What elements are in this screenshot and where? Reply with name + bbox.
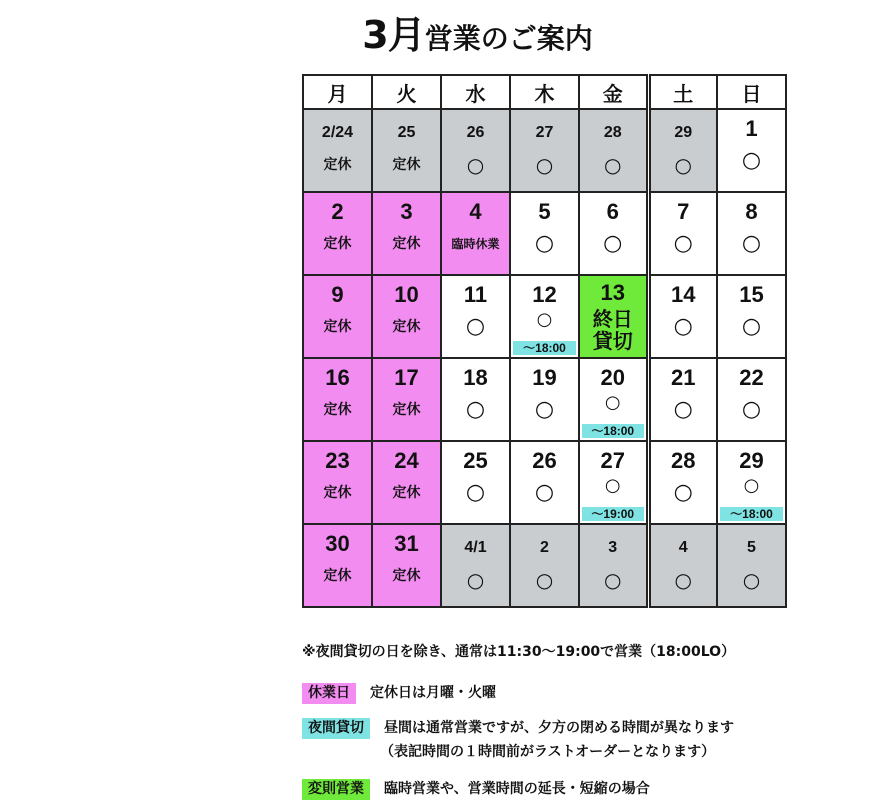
- closing-time-note: ～18:00: [513, 341, 576, 355]
- day-status: ○: [604, 153, 622, 177]
- day-number: 4/1: [464, 539, 487, 556]
- day-number: 5: [747, 539, 756, 556]
- day-number: 28: [603, 124, 622, 141]
- day-status: ○: [604, 568, 622, 592]
- day-number: 11: [463, 282, 488, 307]
- day-status: ○: [673, 480, 693, 505]
- week-row: [303, 524, 786, 607]
- day-cell: [510, 109, 579, 192]
- day-number: 4: [678, 539, 688, 556]
- day-number: 18: [463, 365, 488, 390]
- day-cell: [441, 109, 510, 192]
- week-row: [303, 192, 786, 275]
- page-title: [0, 4, 885, 59]
- week-row: [303, 441, 786, 524]
- day-status: ○: [673, 231, 693, 256]
- weekday-header-row: [303, 75, 786, 109]
- day-cell: [303, 109, 372, 192]
- day-status: 臨時休業: [451, 237, 500, 251]
- day-cell: [717, 109, 786, 192]
- legend-night-text: 昼間は通常営業ですが、夕方の閉める時間が異なります: [384, 720, 734, 736]
- calendar-table: [302, 74, 787, 608]
- day-cell: [510, 275, 579, 358]
- day-cell: [372, 441, 441, 524]
- legend-night-subtext: （表記時間の１時間前がラストオーダーとなります）: [380, 744, 716, 760]
- day-cell: [441, 358, 510, 441]
- day-cell: [579, 109, 648, 192]
- day-status: 定休: [323, 485, 352, 501]
- closing-time-note: ～18:00: [582, 424, 644, 438]
- legend-closed-text: 定休日は月曜・火曜: [370, 685, 496, 701]
- day-number: 25: [397, 124, 416, 141]
- day-cell: [372, 358, 441, 441]
- weekday-thu: 木: [510, 75, 579, 109]
- day-number: 4: [469, 199, 482, 224]
- day-status: ○: [742, 568, 761, 592]
- day-number: 27: [600, 448, 625, 473]
- day-status: 定休: [392, 319, 421, 335]
- day-number: 9: [331, 282, 344, 307]
- day-status: ○: [534, 480, 555, 505]
- day-number: 27: [535, 124, 554, 141]
- day-number: 19: [532, 365, 557, 390]
- day-number: 3: [608, 539, 618, 556]
- day-cell: [303, 441, 372, 524]
- day-status: ○: [534, 231, 555, 256]
- day-cell: [372, 109, 441, 192]
- day-number: 17: [394, 365, 419, 390]
- day-number: 21: [671, 365, 696, 390]
- day-cell: [648, 524, 717, 607]
- day-number: 29: [739, 448, 764, 473]
- day-number: 26: [466, 124, 485, 141]
- day-status: 定休: [392, 485, 421, 501]
- closing-time-note: ～18:00: [720, 507, 783, 521]
- day-number: 8: [745, 199, 758, 224]
- day-cell: [717, 441, 786, 524]
- day-number: 2/24: [321, 124, 354, 141]
- day-status: ○: [535, 153, 554, 177]
- day-cell: [303, 192, 372, 275]
- day-status: 定休: [323, 402, 352, 418]
- day-number: 28: [671, 448, 696, 473]
- day-cell: [510, 192, 579, 275]
- day-status: ○: [466, 153, 485, 177]
- day-cell: [510, 441, 579, 524]
- legend-night-charter: [302, 717, 734, 761]
- day-status: ○: [741, 397, 762, 422]
- day-status: 定休: [323, 568, 352, 584]
- day-status: ○: [536, 309, 553, 330]
- week-row: [303, 109, 786, 192]
- day-status: ○: [465, 314, 486, 339]
- day-status: 定休: [392, 157, 421, 173]
- weekday-sun: 日: [717, 75, 786, 109]
- day-cell: [648, 109, 717, 192]
- day-status: ○: [673, 314, 693, 339]
- day-cell: [579, 441, 648, 524]
- hours-notice: ※夜間貸切の日を除き、通常は11:30～19:00で営業（18:00LO）: [302, 644, 736, 660]
- week-row: [303, 358, 786, 441]
- day-number: 3: [400, 199, 413, 224]
- day-cell: [579, 358, 648, 441]
- legend-closed: [302, 682, 496, 704]
- day-number: 24: [394, 448, 419, 473]
- day-number: 30: [325, 531, 350, 556]
- weekday-tue: 火: [372, 75, 441, 109]
- day-cell: [648, 192, 717, 275]
- day-number: 16: [325, 365, 350, 390]
- title-text: 営業のご案内: [424, 22, 593, 55]
- legend-night-badge: 夜間貸切: [302, 718, 370, 739]
- day-cell: [441, 441, 510, 524]
- day-status: 定休: [323, 236, 352, 252]
- day-cell: [510, 524, 579, 607]
- day-status: ○: [604, 475, 621, 496]
- day-cell: [303, 275, 372, 358]
- day-cell: [717, 358, 786, 441]
- day-cell: [717, 192, 786, 275]
- week-row: [303, 275, 786, 358]
- weekday-mon: 月: [303, 75, 372, 109]
- day-cell: [441, 192, 510, 275]
- day-status: ○: [741, 314, 762, 339]
- day-number: 7: [677, 199, 690, 224]
- day-number: 13: [600, 280, 625, 305]
- day-number: 2: [331, 199, 344, 224]
- day-status: ○: [465, 397, 486, 422]
- day-status: ○: [466, 568, 485, 592]
- day-number: 15: [739, 282, 764, 307]
- day-number: 14: [671, 282, 696, 307]
- day-status: ○: [741, 231, 762, 256]
- day-cell: [372, 524, 441, 607]
- closing-time-note: ～19:00: [582, 507, 644, 521]
- weekday-wed: 水: [441, 75, 510, 109]
- day-cell: [303, 358, 372, 441]
- legend-irregular-text: 臨時営業や、営業時間の延長・短縮の場合: [384, 781, 650, 797]
- title-month: 3月: [362, 13, 425, 57]
- day-status: 定休: [323, 157, 352, 173]
- day-cell: [648, 441, 717, 524]
- legend-irregular: [302, 778, 650, 800]
- day-cell: [441, 524, 510, 607]
- day-number: 20: [600, 365, 625, 390]
- day-number: 26: [532, 448, 557, 473]
- day-cell: [648, 358, 717, 441]
- day-cell: [303, 524, 372, 607]
- day-status: ○: [604, 392, 621, 413]
- day-cell: [717, 275, 786, 358]
- day-number: 23: [325, 448, 350, 473]
- day-number: 2: [540, 539, 549, 556]
- day-number: 10: [394, 282, 419, 307]
- day-status: 定休: [392, 236, 421, 252]
- legend-closed-badge: 休業日: [302, 683, 356, 704]
- day-status: ○: [674, 568, 692, 592]
- day-number: 6: [606, 199, 619, 224]
- day-number: 22: [739, 365, 764, 390]
- day-status: 定休: [323, 319, 352, 335]
- day-number: 31: [394, 531, 419, 556]
- legend-irregular-badge: 変則営業: [302, 779, 370, 800]
- day-status: ○: [603, 231, 623, 256]
- day-status: 定休: [392, 402, 421, 418]
- day-status: ○: [534, 397, 555, 422]
- day-status: ○: [673, 397, 693, 422]
- weekday-fri: 金: [579, 75, 648, 109]
- day-cell: [510, 358, 579, 441]
- day-cell: [579, 275, 648, 358]
- day-status: 定休: [392, 568, 421, 584]
- day-cell: [372, 192, 441, 275]
- day-cell: [441, 275, 510, 358]
- day-number: 29: [674, 124, 693, 141]
- day-cell: [717, 524, 786, 607]
- day-cell: [648, 275, 717, 358]
- day-number: 5: [538, 199, 551, 224]
- day-cell: [372, 275, 441, 358]
- day-number: 1: [745, 116, 758, 141]
- weekday-sat: 土: [648, 75, 717, 109]
- day-status: ○: [465, 480, 486, 505]
- day-number: 12: [532, 282, 557, 307]
- day-status: 終日 貸切: [592, 307, 633, 353]
- day-number: 25: [463, 448, 488, 473]
- day-cell: [579, 192, 648, 275]
- day-status: ○: [674, 153, 692, 177]
- day-status: ○: [535, 568, 554, 592]
- day-cell: [579, 524, 648, 607]
- day-status: ○: [743, 475, 760, 496]
- day-status: ○: [741, 148, 762, 173]
